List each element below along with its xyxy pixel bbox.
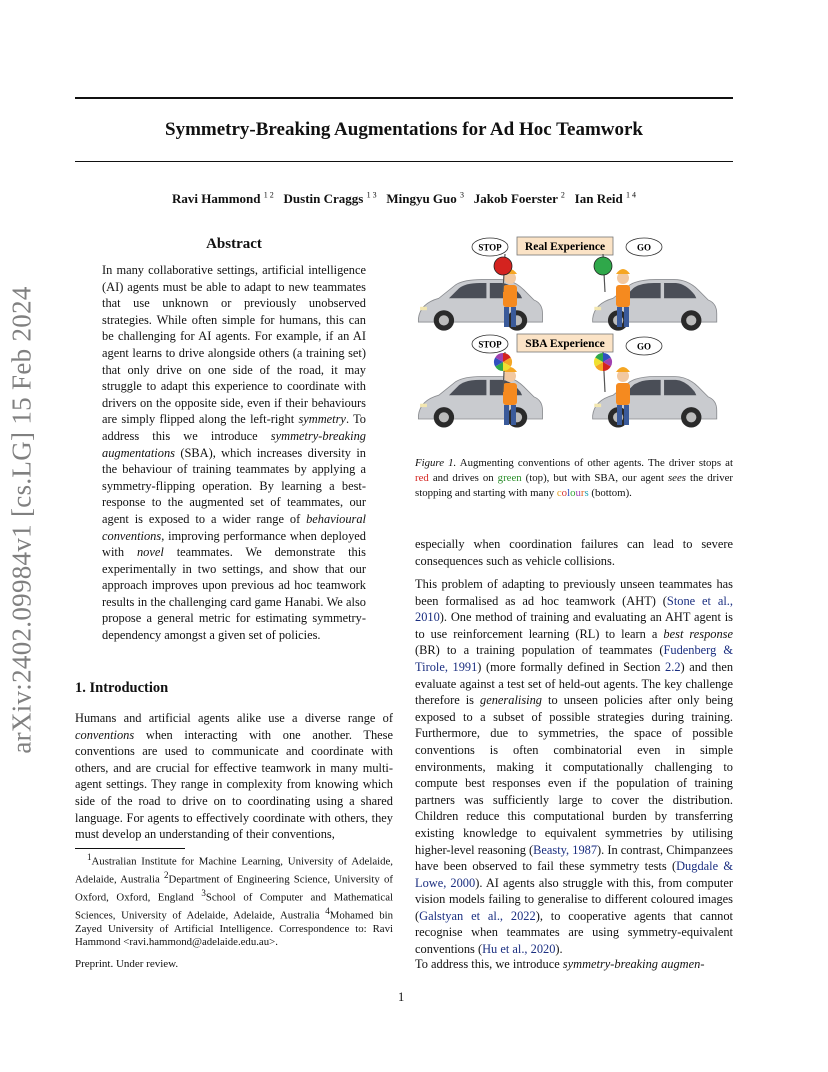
arxiv-side-stamp: arXiv:2402.09984v1 [cs.LG] 15 Feb 2024 [6, 286, 37, 754]
author: Jakob Foerster $^2$ [473, 191, 565, 207]
author-list [75, 191, 733, 207]
author: Mingyu Guo $^3$ [386, 191, 465, 207]
citation-link[interactable]: Fudenberg & Tirole, 1991 [415, 643, 733, 674]
abstract-body: In many collaborative settings, artificial intelligence (AI) agents must be able to adapt to new teammates that use unknown or previously unobserved strategies. While often simple for humans, this can be challenging for AI agents. For example, if an AI agent learns to drive alongside others (a training set) that only drive on one side of the road, it may struggle to adapt this experience to coordinate with drivers on the opposite side, even if their behaviours are simply flipped along the left-right symmetry. To address this we introduce symmetry-breaking augmentations (SBA), which increases diversity in the behaviour of training teammates by applying a symmetry-flipping operation. By learning a best-response to the augmented set of teammates, our agent is exposed to a wider range of behavioural conventions, improving performance when deployed with novel teammates. We demonstrate this experimentally in two settings, and show that our approach improves upon previous ad hoc teamwork results in the challenging card game Hanabi. We also propose a general metric for estimating symmetry-dependency amongst a given set of policies. [102, 263, 367, 643]
green-sign-icon [594, 257, 612, 275]
svg-text:GO: GO [636, 242, 652, 253]
right-paragraph-1: especially when coordination failures can lead to severe consequences such as vehicle collisions. [415, 537, 733, 568]
svg-text:STOP: STOP [478, 242, 502, 253]
title-rule [75, 161, 733, 162]
preprint-notice: Preprint. Under review. [75, 958, 179, 970]
author: Dustin Craggs $^{1 3}$ [283, 191, 377, 207]
go-bubble-top [626, 238, 662, 256]
paper-title: Symmetry-Breaking Augmentations for Ad Hoc Teamwork [165, 119, 643, 140]
intro-paragraph: Humans and artificial agents alike use a diverse range of conventions when interacting with one another. These conventions are used to communicate and coordinate with others, and are crucial for effective teamwork in many multi-agent settings. They range in complexity from knowing which side of the road to drive on to coordinating using a shared language. For agents to effectively coordinate with others, they must develop an understanding of their conventions, [75, 711, 393, 842]
stop-bubble-top [472, 238, 508, 256]
top-rule [75, 97, 733, 99]
footnote-rule [75, 848, 185, 849]
citation-link[interactable]: Beasty, 1987 [533, 842, 598, 857]
car-bottom-right [593, 377, 717, 428]
citation-link[interactable]: Galstyan et al., 2022 [419, 908, 536, 923]
red-sign-icon [494, 257, 512, 275]
affiliations-footnote: $^1$Australian Institute for Machine Learning, University of Adelaide, Adelaide, Australia $^2$Department of Engineering Science, University of Oxford, Oxford, England $^3$School of Computer and Mathematical Sciences, University of Adelaide, Adelaide, Australia $^4$Mohamed bin Zayed University of Artificial Intelligence. Correspondence to: Ravi Hammond <ravi.hammond@adelaide.edu.au>. [75, 852, 394, 948]
abstract-heading: Abstract [206, 236, 262, 252]
author: Ravi Hammond $^{1 2}$ [172, 191, 274, 207]
figure-1-illustration [415, 232, 735, 432]
right-paragraph-2: This problem of adapting to previously unseen teammates has been formalised as ad hoc teamwork (AHT) (Stone et al., 2010). One method of training and evaluating an AHT agent is to use reinforcement learning (RL) to learn a best response (BR) to a training population of teammates (Fudenberg & Tirole, 1991) (more formally defined in Section 2.2) and then evaluate against a test set of held-out agents. The key challenge therefore is generalising to unseen policies after only being exposed to a subset of possible strategies during training. Furthermore, due to symmetries, the space of possible conventions is often combinatorial even in simple environments, making it computationally challenging to compute best responses even if the population of training partners was sufficiently large to cover the distribution. Children reduce this computational burden by transferring existing knowledge to equivalent symmetries by utilising higher-level reasoning (Beasty, 1987). In contrast, Chimpanzees have been observed to fail these symmetry tests (Dugdale & Lowe, 2000). AI agents also struggle with this, from computer vision models failing to generalise to different coloured images (Galstyan et al., 2022), to cooperative agents that cannot recognise when teammates are using symmetry-equivalent conventions (Hu et al., 2020). [415, 577, 734, 957]
section-heading-introduction: 1. Introduction [75, 680, 169, 696]
multicolour-sign-icon [494, 353, 512, 371]
section-link[interactable]: 2.2 [665, 659, 681, 674]
car-top-left [418, 280, 542, 331]
author: Ian Reid $^{1 4}$ [574, 191, 636, 207]
citation-link[interactable]: Hu et al., 2020 [482, 942, 556, 957]
svg-text:STOP: STOP [478, 339, 502, 350]
real-experience-label: Real Experience [524, 241, 606, 253]
multicolour-sign-icon [594, 353, 612, 371]
svg-text:GO: GO [636, 341, 652, 352]
go-bubble-bottom [626, 337, 662, 355]
car-top-right [593, 280, 717, 331]
colours-word: colours [556, 487, 589, 499]
sba-experience-label: SBA Experience [525, 338, 605, 350]
right-paragraph-3: To address this, we introduce symmetry-breaking augmen- [415, 957, 705, 971]
citation-link[interactable]: Dugdale & Lowe, 2000 [415, 859, 734, 890]
figure-1-caption: Figure 1. Augmenting conventions of other agents. The driver stops at red and drives on green (top), but with SBA, our agent sees the driver stopping and starting with many colours (bottom). [415, 457, 733, 499]
stop-bubble-bottom [472, 335, 508, 353]
citation-link[interactable]: Stone et al., 2010 [415, 593, 734, 625]
page-number: 1 [398, 990, 405, 1004]
car-bottom-left [418, 377, 542, 428]
